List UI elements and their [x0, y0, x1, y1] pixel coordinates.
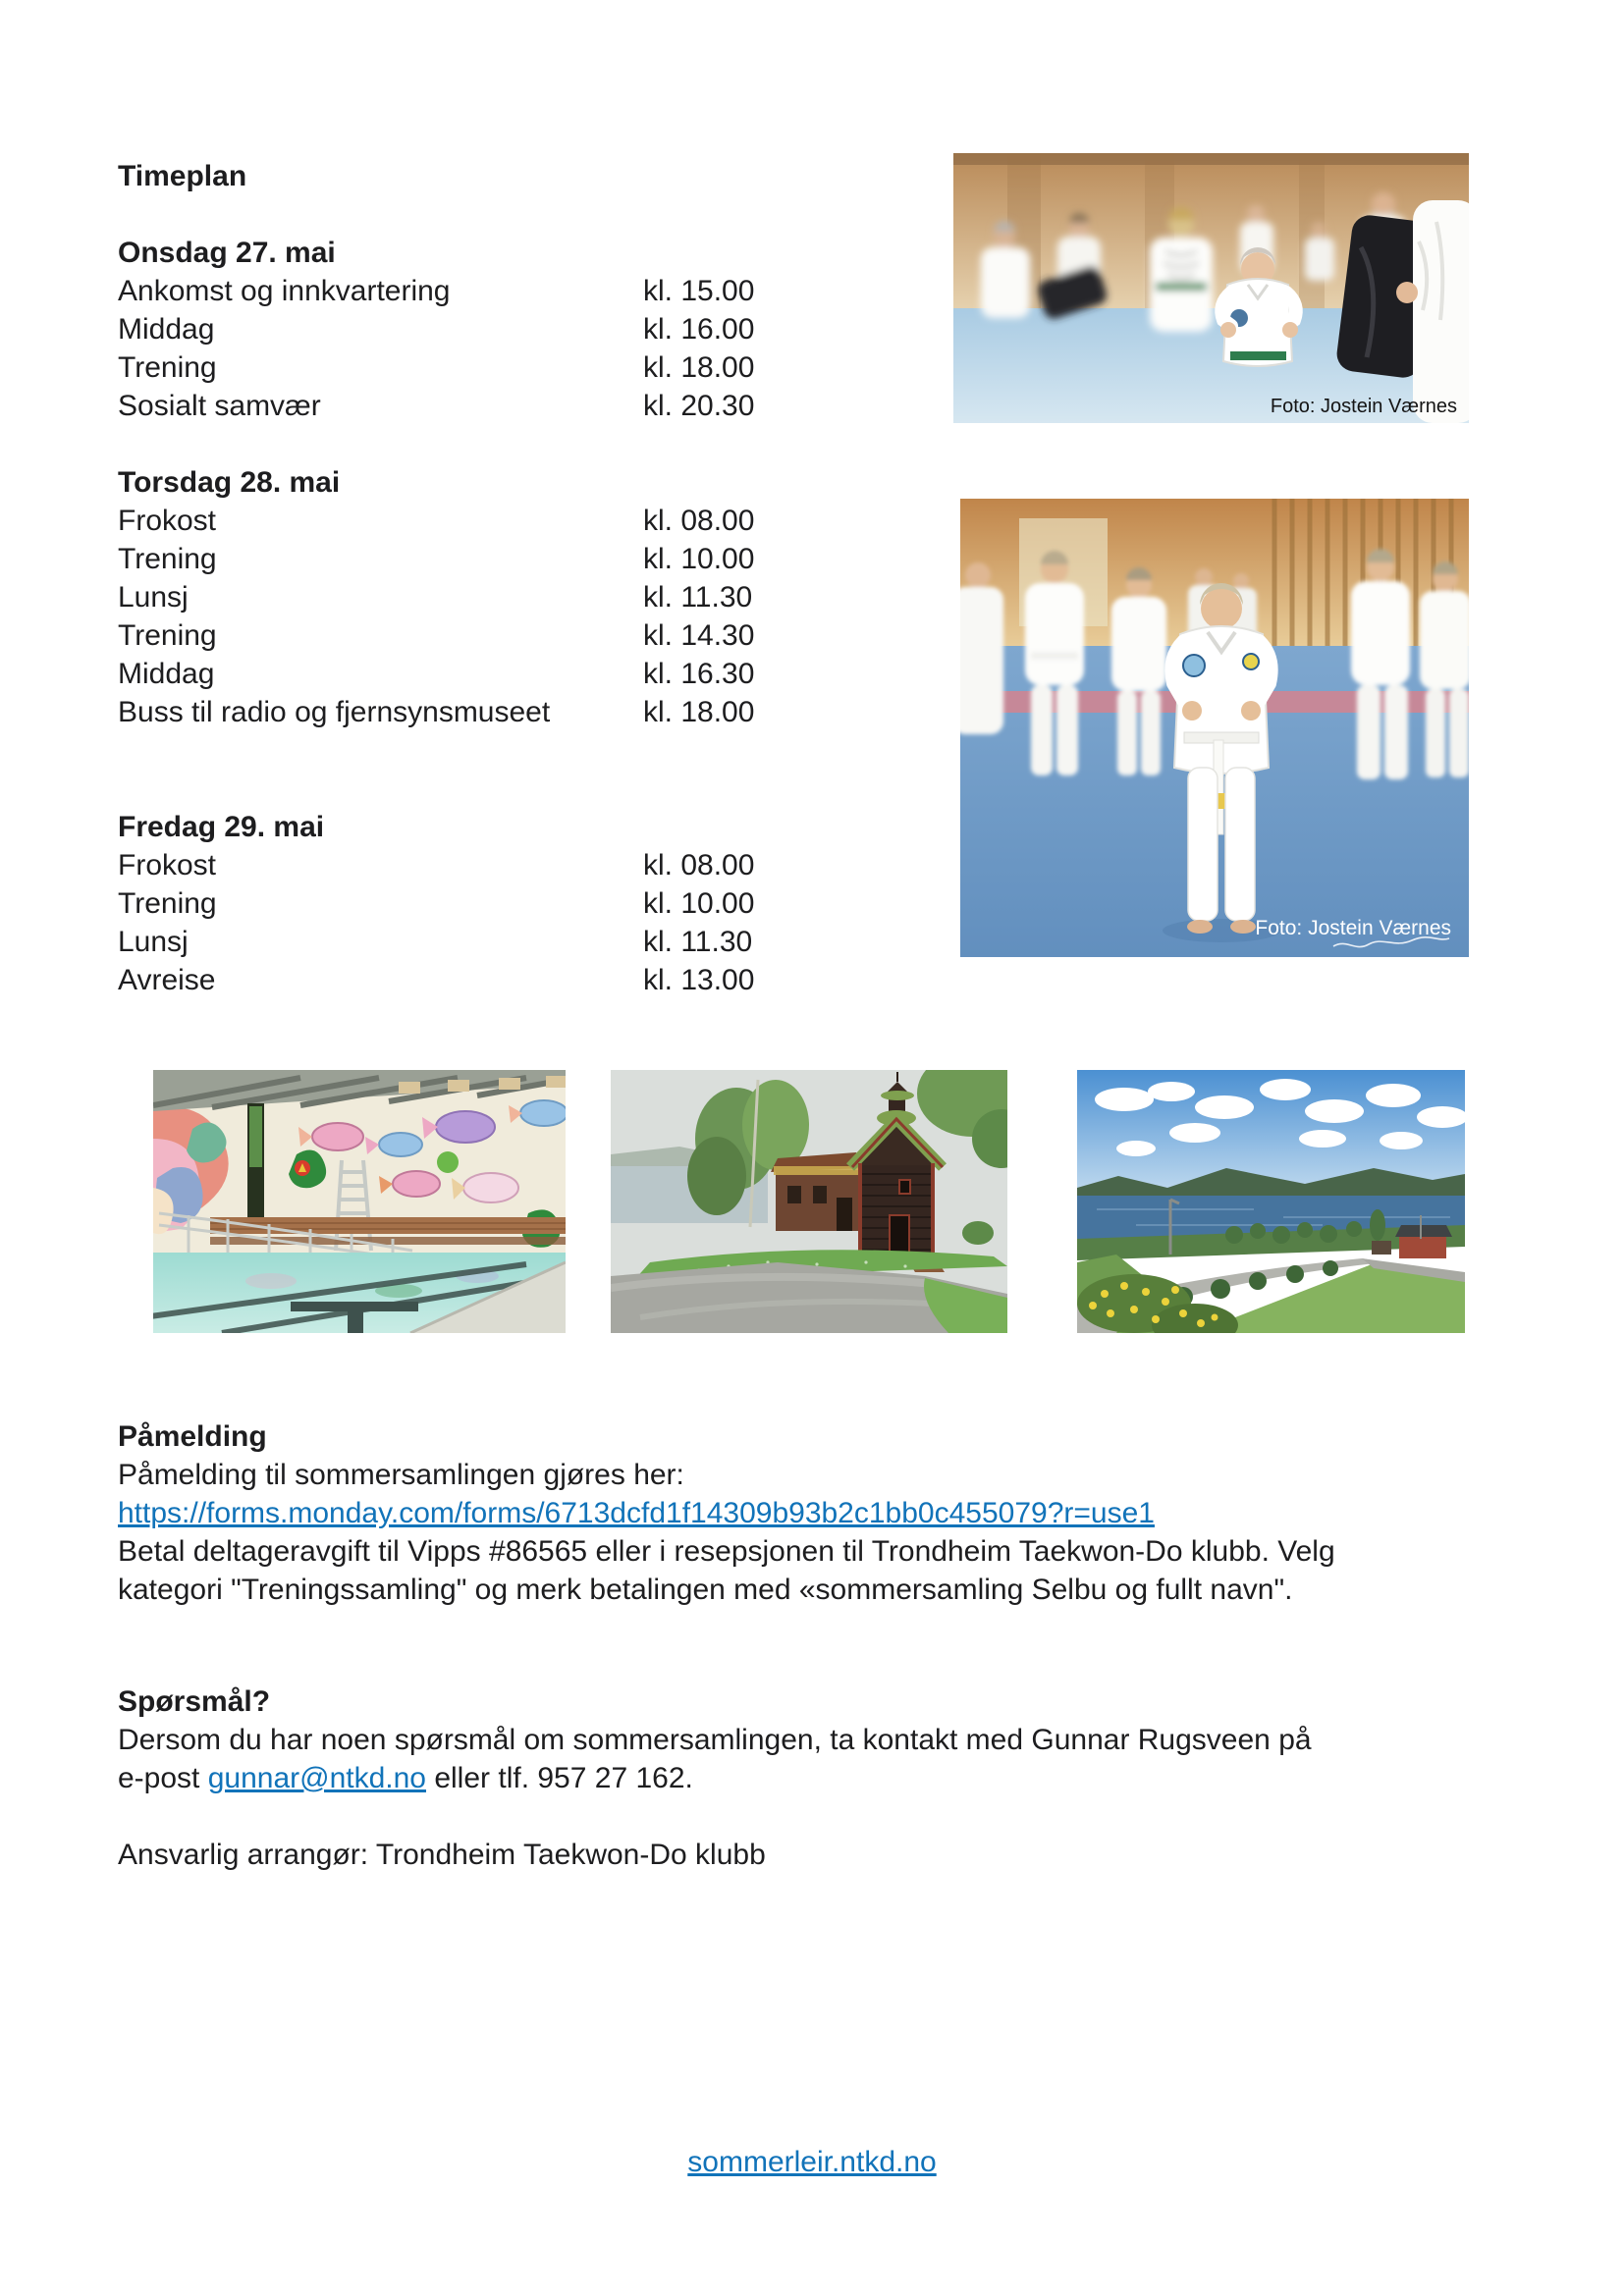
time: kl. 16.00 — [643, 313, 755, 346]
time: kl. 08.00 — [643, 505, 755, 537]
activity: Trening — [118, 619, 217, 652]
time: kl. 20.30 — [643, 390, 755, 422]
activity: Middag — [118, 313, 215, 346]
time: kl. 11.30 — [643, 581, 753, 614]
activity: Frokost — [118, 505, 217, 537]
time: kl. 14.30 — [643, 619, 755, 652]
activity: Middag — [118, 658, 215, 690]
page-footer — [0, 2143, 1624, 2181]
schedule-row — [118, 961, 1414, 999]
email-link[interactable]: gunnar@ntkd.no — [207, 1762, 426, 1794]
day-heading-friday: Fredag 29. mai — [118, 811, 325, 843]
questions-section — [118, 1682, 1414, 1874]
activity: Buss til radio og fjernsynsmuseet — [118, 696, 551, 728]
questions-heading: Spørsmål? — [118, 1685, 271, 1718]
activity: Trening — [118, 887, 217, 920]
activity: Lunsj — [118, 926, 189, 958]
time: kl. 10.00 — [643, 887, 755, 920]
activity: Ankomst og innkvartering — [118, 275, 451, 307]
questions-line1: Dersom du har noen spørsmål om sommersamlingen, ta kontakt med Gunnar Rugsveen på — [118, 1724, 1312, 1756]
time: kl. 08.00 — [643, 849, 755, 881]
photo-fjord-landscape — [1077, 1070, 1465, 1333]
payment-info-line1: Betal deltageravgift til Vipps #86565 eller i resepsjonen til Trondheim Taekwon-Do klubb. Velg — [118, 1535, 1335, 1568]
photo-taekwondo-action — [953, 153, 1469, 423]
activity: Frokost — [118, 849, 217, 881]
fjord-illustration — [1077, 1070, 1465, 1333]
payment-info-line2: kategori "Treningssamling" og merk betalingen med «sommersamling Selbu og fullt navn". — [118, 1574, 1293, 1606]
organizer-line: Ansvarlig arrangør: Trondheim Taekwon-Do klubb — [118, 1839, 766, 1871]
time: kl. 18.00 — [643, 696, 755, 728]
building-illustration — [611, 1070, 1007, 1333]
footer-link[interactable]: sommerleir.ntkd.no — [687, 2146, 937, 2178]
photo-taekwondo-standing — [960, 499, 1469, 957]
taekwondo-standing-illustration — [960, 499, 1469, 957]
day-heading-thursday: Torsdag 28. mai — [118, 466, 341, 499]
photo-grass-roof-building — [611, 1070, 1007, 1333]
questions-line2: e-post gunnar@ntkd.no eller tlf. 957 27 162. — [118, 1762, 693, 1794]
photo-swimming-pool — [153, 1070, 566, 1333]
taekwondo-action-illustration — [953, 153, 1469, 423]
activity: Sosialt samvær — [118, 390, 321, 422]
photo-credit: Foto: Jostein Værnes — [1255, 917, 1451, 939]
time: kl. 11.30 — [643, 926, 753, 958]
pool-illustration — [153, 1070, 566, 1333]
time: kl. 13.00 — [643, 964, 755, 996]
activity: Lunsj — [118, 581, 189, 614]
activity: Avreise — [118, 964, 216, 996]
page-title: Timeplan — [118, 160, 247, 192]
time: kl. 10.00 — [643, 543, 755, 575]
time: kl. 15.00 — [643, 275, 755, 307]
activity: Trening — [118, 351, 217, 384]
photo-credit: Foto: Jostein Værnes — [1270, 396, 1457, 417]
day-heading-wednesday: Onsdag 27. mai — [118, 237, 336, 269]
registration-heading: Påmelding — [118, 1420, 267, 1453]
registration-intro: Påmelding til sommersamlingen gjøres her: — [118, 1459, 684, 1491]
time: kl. 16.30 — [643, 658, 755, 690]
registration-form-link[interactable]: https://forms.monday.com/forms/6713dcfd1f14309b93b2c1bb0c455079?r=use1 — [118, 1497, 1155, 1529]
time: kl. 18.00 — [643, 351, 755, 384]
activity: Trening — [118, 543, 217, 575]
registration-section — [118, 1417, 1414, 1609]
